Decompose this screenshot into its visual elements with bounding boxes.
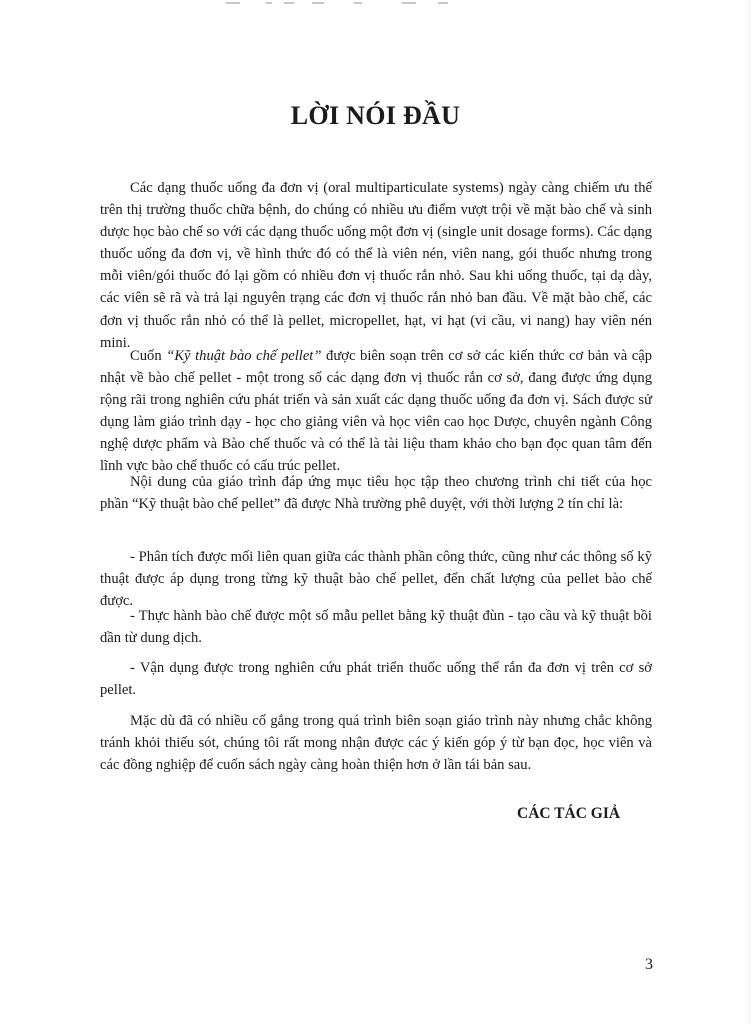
authors-signature: CÁC TÁC GIẢ (517, 805, 621, 822)
paragraph-closing: Mặc dù đã có nhiều cố gắng trong quá trình biên soạn giáo trình này nhưng chắc không tránh khỏi thiếu sót, chúng tôi rất mong nhận được các ý kiến góp ý từ bạn đọc, học viên và các đồng nghiệp để cuốn sách ngày càng hoàn thiện hơn ở lần tái bản sau. (100, 713, 652, 774)
objective-item-2: - Thực hành bào chế được một số mẫu pellet bằng kỹ thuật đùn - tạo cầu và kỹ thuật bồi dần từ dung dịch. (100, 608, 652, 647)
page-number: 3 (645, 956, 653, 973)
paragraph-book-description (100, 345, 652, 478)
page-title: LỜI NÓI ĐẦU (290, 101, 461, 130)
objective-item-1: - Phân tích được mối liên quan giữa các thành phần công thức, cũng như các thông số kỹ thuật được áp dụng trong từng kỹ thuật bào chế pellet, đến chất lượng của pellet bào chế được. (100, 549, 652, 610)
book-description-text: được biên soạn trên cơ sở các kiến thức cơ bản và cập nhật về bào chế pellet - một trong số các dạng đơn vị thuốc rắn cơ sở, đang được ứng dụng rộng rãi trong nghiên cứu phát triển và sản xuất các dạng thuốc uống đa đơn vị. Sách được sử dụng làm giáo trình dạy - học cho giảng viên và học viên cao học Dược, chuyên ngành Công nghệ dược phẩm và Bào chế thuốc và có thể là tài liệu tham khảo cho bạn đọc quan tâm đến lĩnh vực bào chế thuốc có cấu trúc pellet. (100, 348, 652, 475)
objective-item-3: - Vận dụng được trong nghiên cứu phát triển thuốc uống thể rắn đa đơn vị trên cơ sở pellet. (100, 660, 652, 699)
book-title-italic: “Kỹ thuật bào chế pellet” (166, 348, 322, 364)
scan-edge-shade (745, 0, 751, 1024)
paragraph-intro: Các dạng thuốc uống đa đơn vị (oral multiparticulate systems) ngày càng chiếm ưu thế trên thị trường thuốc chữa bệnh, do chúng có nhiều ưu điểm vượt trội về mặt bào chế và sinh dược học bào chế so với các dạng thuốc uống một đơn vị (single unit dosage forms). Các dạng thuốc uống đa đơn vị, về hình thức đó có thể là viên nén, viên nang, gói thuốc nhưng trong mỗi viên/gói thuốc đó lại gồm có nhiều đơn vị thuốc rắn nhỏ. Sau khi uống thuốc, tại dạ dày, các viên sẽ rã và trả lại nguyên trạng các đơn vị thuốc rắn nhỏ ban đầu. Về mặt bào chế, các đơn vị thuốc rắn nhỏ có thể là pellet, micropellet, hạt, vi hạt (vi cầu, vi nang) hay viên nén mini. (100, 180, 652, 351)
scan-top-marks (226, 2, 486, 6)
paragraph-content-objectives: Nội dung của giáo trình đáp ứng mục tiêu học tập theo chương trình chi tiết của học phần “Kỹ thuật bào chế pellet” đã được Nhà trường phê duyệt, với thời lượng 2 tín chỉ là: (100, 474, 652, 513)
book-intro-prefix: Cuốn (130, 348, 167, 364)
